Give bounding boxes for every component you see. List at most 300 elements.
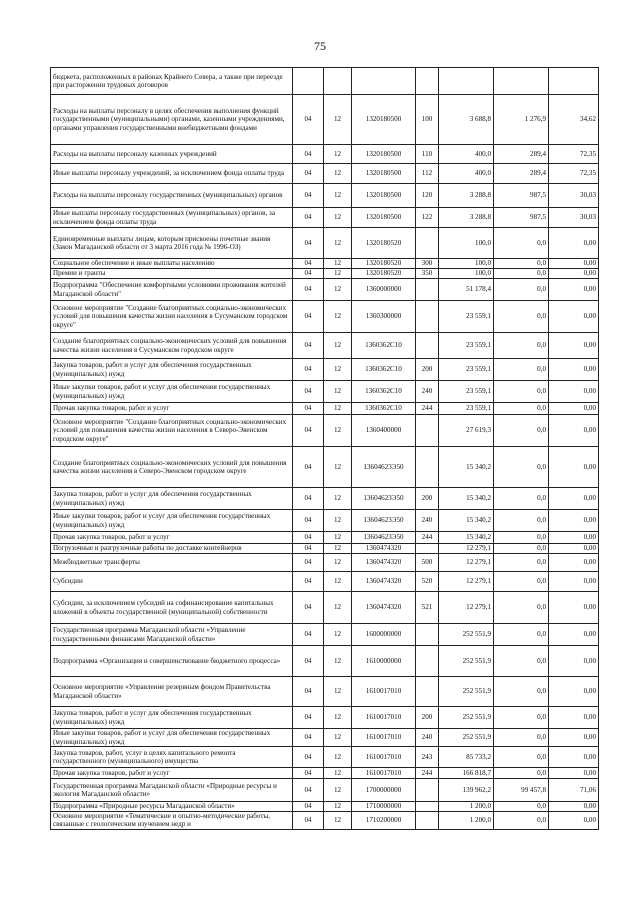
cell-vr bbox=[416, 447, 439, 488]
table-row bbox=[51, 747, 599, 768]
cell-name: Расходы на выплаты персоналу государственных (муниципальных) органов bbox=[51, 184, 293, 208]
cell-planned: 23 559,1 bbox=[439, 359, 494, 381]
cell-razdel: 12 bbox=[324, 510, 352, 532]
cell-razdel: 12 bbox=[324, 381, 352, 403]
cell-ved: 04 bbox=[293, 95, 324, 145]
cell-name: Погрузочные и разгрузочные работы по доставке контейнеров bbox=[51, 544, 293, 554]
table-row bbox=[51, 259, 599, 269]
cell-csr: 1610017010 bbox=[352, 707, 416, 729]
cell-ved: 04 bbox=[293, 301, 324, 333]
cell-planned: 27 619,3 bbox=[439, 415, 494, 447]
table-row bbox=[51, 488, 599, 510]
cell-razdel: 12 bbox=[324, 646, 352, 677]
cell-percent: 0,00 bbox=[549, 381, 599, 403]
cell-planned: 12 279,1 bbox=[439, 554, 494, 572]
cell-razdel: 12 bbox=[324, 415, 352, 447]
cell-vr: 240 bbox=[416, 729, 439, 747]
cell-name: Расходы на выплаты персоналу в целях обеспечения выполнения функций государственными (муниципальными) органами, казенными учреждениями, органами управления государственными внебюджетными фондами bbox=[51, 95, 293, 145]
cell-name: Межбюджетные трансферты bbox=[51, 554, 293, 572]
cell-planned: 139 962,2 bbox=[439, 779, 494, 802]
cell-name: Субсидии bbox=[51, 572, 293, 592]
cell-ved: 04 bbox=[293, 802, 324, 812]
cell-ved: 04 bbox=[293, 812, 324, 830]
cell-name: Социальное обеспечение и иные выплаты населению bbox=[51, 259, 293, 269]
cell-ved bbox=[293, 68, 324, 95]
cell-planned: 100,0 bbox=[439, 259, 494, 269]
cell-percent: 30,03 bbox=[549, 208, 599, 228]
cell-planned: 15 340,2 bbox=[439, 447, 494, 488]
cell-ved: 04 bbox=[293, 447, 324, 488]
table-row bbox=[51, 228, 599, 259]
cell-razdel: 12 bbox=[324, 779, 352, 802]
cell-actual: 99 457,8 bbox=[494, 779, 549, 802]
cell-percent: 0,00 bbox=[549, 359, 599, 381]
cell-csr: 1610017010 bbox=[352, 729, 416, 747]
cell-actual: 987,5 bbox=[494, 184, 549, 208]
cell-vr: 244 bbox=[416, 532, 439, 544]
cell-csr: 1320180520 bbox=[352, 269, 416, 279]
table-body bbox=[51, 68, 599, 830]
cell-actual: 0,0 bbox=[494, 624, 549, 646]
cell-ved: 04 bbox=[293, 707, 324, 729]
cell-name: Иные выплаты персоналу учреждений, за исключением фонда оплаты труда bbox=[51, 164, 293, 184]
cell-csr: 1320180520 bbox=[352, 259, 416, 269]
cell-actual: 0,0 bbox=[494, 415, 549, 447]
cell-percent: 0,00 bbox=[549, 269, 599, 279]
cell-ved: 04 bbox=[293, 228, 324, 259]
cell-name: Основное мероприятие «Тематические и опытно-методические работы, связанные с геологическим изучением недр и bbox=[51, 812, 293, 830]
cell-vr: 240 bbox=[416, 381, 439, 403]
cell-vr bbox=[416, 544, 439, 554]
cell-planned: 400,0 bbox=[439, 164, 494, 184]
cell-planned: 12 279,1 bbox=[439, 592, 494, 624]
cell-razdel: 12 bbox=[324, 403, 352, 415]
table-row bbox=[51, 301, 599, 333]
table-row bbox=[51, 403, 599, 415]
cell-percent: 0,00 bbox=[549, 677, 599, 707]
cell-percent: 0,00 bbox=[549, 768, 599, 779]
cell-vr: 500 bbox=[416, 554, 439, 572]
table-row bbox=[51, 592, 599, 624]
cell-planned: 252 551,9 bbox=[439, 729, 494, 747]
cell-csr: 1320180500 bbox=[352, 145, 416, 164]
cell-vr: 122 bbox=[416, 208, 439, 228]
cell-name: Единовременные выплаты лицам, которым присвоены почетные звания (Закон Магаданской области от 3 марта 2016 года № 1996-ОЗ) bbox=[51, 228, 293, 259]
cell-name: Расходы на выплаты персоналу казенных учреждений bbox=[51, 145, 293, 164]
cell-percent: 0,00 bbox=[549, 812, 599, 830]
cell-ved: 04 bbox=[293, 259, 324, 269]
cell-planned: 12 279,1 bbox=[439, 544, 494, 554]
cell-razdel: 12 bbox=[324, 228, 352, 259]
cell-vr bbox=[416, 279, 439, 301]
cell-percent: 0,00 bbox=[549, 279, 599, 301]
cell-razdel: 12 bbox=[324, 488, 352, 510]
cell-actual: 289,4 bbox=[494, 145, 549, 164]
cell-csr: 1700000000 bbox=[352, 779, 416, 802]
table-row bbox=[51, 646, 599, 677]
cell-percent: 0,00 bbox=[549, 802, 599, 812]
table-row bbox=[51, 802, 599, 812]
cell-csr: 1320180500 bbox=[352, 184, 416, 208]
cell-razdel: 12 bbox=[324, 359, 352, 381]
cell-planned: 85 733,2 bbox=[439, 747, 494, 768]
table-row bbox=[51, 164, 599, 184]
cell-name: Прочая закупка товаров, работ и услуг bbox=[51, 532, 293, 544]
cell-planned: 1 200,0 bbox=[439, 802, 494, 812]
cell-actual: 0,0 bbox=[494, 488, 549, 510]
table-row bbox=[51, 333, 599, 359]
cell-ved: 04 bbox=[293, 208, 324, 228]
cell-actual: 0,0 bbox=[494, 279, 549, 301]
table-row bbox=[51, 68, 599, 95]
cell-razdel: 12 bbox=[324, 447, 352, 488]
cell-razdel: 12 bbox=[324, 592, 352, 624]
cell-ved: 04 bbox=[293, 164, 324, 184]
cell-csr: 1360362С10 bbox=[352, 381, 416, 403]
table-row bbox=[51, 707, 599, 729]
cell-razdel bbox=[324, 68, 352, 95]
cell-percent: 0,00 bbox=[549, 729, 599, 747]
cell-csr: 1710000000 bbox=[352, 802, 416, 812]
cell-ved: 04 bbox=[293, 510, 324, 532]
cell-vr bbox=[416, 301, 439, 333]
cell-ved: 04 bbox=[293, 729, 324, 747]
cell-planned: 252 551,9 bbox=[439, 646, 494, 677]
cell-vr: 520 bbox=[416, 572, 439, 592]
cell-razdel: 12 bbox=[324, 95, 352, 145]
cell-actual: 0,0 bbox=[494, 259, 549, 269]
cell-ved: 04 bbox=[293, 646, 324, 677]
table-row bbox=[51, 415, 599, 447]
cell-actual: 0,0 bbox=[494, 301, 549, 333]
cell-ved: 04 bbox=[293, 624, 324, 646]
table-row bbox=[51, 532, 599, 544]
cell-razdel: 12 bbox=[324, 208, 352, 228]
cell-csr: 1610017010 bbox=[352, 768, 416, 779]
cell-razdel: 12 bbox=[324, 572, 352, 592]
cell-actual: 0,0 bbox=[494, 510, 549, 532]
cell-name: Создание благоприятных социально-экономических условий для повышения качества жизни населения в Северо-Эвенском городском округе bbox=[51, 447, 293, 488]
cell-csr: 13604623Э50 bbox=[352, 532, 416, 544]
cell-percent: 72,35 bbox=[549, 164, 599, 184]
cell-name: Закупка товаров, работ и услуг для обеспечения государственных (муниципальных) нужд bbox=[51, 488, 293, 510]
cell-name: Основное мероприятие "Создание благоприятных социально-экономических условий для повышения качества жизни населения в Сусуманском городском округе" bbox=[51, 301, 293, 333]
cell-name: Прочая закупка товаров, работ и услуг bbox=[51, 768, 293, 779]
cell-actual: 0,0 bbox=[494, 592, 549, 624]
table-row bbox=[51, 572, 599, 592]
cell-name: Иные закупки товаров, работ и услуг для обеспечения государственных (муниципальных) нужд bbox=[51, 510, 293, 532]
cell-ved: 04 bbox=[293, 359, 324, 381]
cell-actual: 0,0 bbox=[494, 228, 549, 259]
cell-razdel: 12 bbox=[324, 301, 352, 333]
cell-percent: 0,00 bbox=[549, 544, 599, 554]
cell-percent: 0,00 bbox=[549, 707, 599, 729]
cell-planned: 252 551,9 bbox=[439, 624, 494, 646]
cell-vr bbox=[416, 228, 439, 259]
cell-actual: 0,0 bbox=[494, 707, 549, 729]
cell-razdel: 12 bbox=[324, 554, 352, 572]
cell-actual: 0,0 bbox=[494, 333, 549, 359]
cell-percent: 0,00 bbox=[549, 572, 599, 592]
cell-csr: 1360362С10 bbox=[352, 403, 416, 415]
cell-csr: 1360474320 bbox=[352, 592, 416, 624]
table-row bbox=[51, 95, 599, 145]
cell-csr: 1710200000 bbox=[352, 812, 416, 830]
cell-name: Прочая закупка товаров, работ и услуг bbox=[51, 403, 293, 415]
cell-name: Иные закупки товаров, работ и услуг для обеспечения государственных (муниципальных) нужд bbox=[51, 729, 293, 747]
table-row bbox=[51, 279, 599, 301]
cell-razdel: 12 bbox=[324, 164, 352, 184]
cell-planned: 400,0 bbox=[439, 145, 494, 164]
cell-vr bbox=[416, 646, 439, 677]
cell-percent: 34,62 bbox=[549, 95, 599, 145]
cell-vr: 200 bbox=[416, 707, 439, 729]
cell-vr bbox=[416, 333, 439, 359]
cell-actual: 0,0 bbox=[494, 768, 549, 779]
table-row bbox=[51, 510, 599, 532]
cell-razdel: 12 bbox=[324, 269, 352, 279]
table-row bbox=[51, 544, 599, 554]
cell-planned: 15 340,2 bbox=[439, 532, 494, 544]
cell-percent: 0,00 bbox=[549, 510, 599, 532]
cell-ved: 04 bbox=[293, 592, 324, 624]
cell-razdel: 12 bbox=[324, 333, 352, 359]
cell-csr: 1320180500 bbox=[352, 164, 416, 184]
cell-percent: 0,00 bbox=[549, 554, 599, 572]
cell-planned: 252 551,9 bbox=[439, 677, 494, 707]
table-row bbox=[51, 812, 599, 830]
cell-name: Подпрограмма «Природные ресурсы Магаданской области» bbox=[51, 802, 293, 812]
cell-actual: 0,0 bbox=[494, 554, 549, 572]
cell-name: Закупка товаров, работ и услуг для обеспечения государственных (муниципальных) нужд bbox=[51, 359, 293, 381]
cell-percent: 0,00 bbox=[549, 624, 599, 646]
cell-name: Иные выплаты персоналу государственных (муниципальных) органов, за исключением фонда оплаты труда bbox=[51, 208, 293, 228]
cell-actual bbox=[494, 68, 549, 95]
cell-planned: 23 559,1 bbox=[439, 333, 494, 359]
cell-csr: 13604623Э50 bbox=[352, 510, 416, 532]
cell-percent: 0,00 bbox=[549, 333, 599, 359]
cell-csr: 1360300000 bbox=[352, 301, 416, 333]
cell-vr: 244 bbox=[416, 768, 439, 779]
cell-actual: 0,0 bbox=[494, 646, 549, 677]
cell-ved: 04 bbox=[293, 779, 324, 802]
cell-vr bbox=[416, 779, 439, 802]
cell-actual: 0,0 bbox=[494, 812, 549, 830]
cell-percent: 0,00 bbox=[549, 259, 599, 269]
cell-vr: 100 bbox=[416, 95, 439, 145]
cell-percent: 0,00 bbox=[549, 301, 599, 333]
cell-razdel: 12 bbox=[324, 677, 352, 707]
cell-actual: 0,0 bbox=[494, 381, 549, 403]
table-row bbox=[51, 729, 599, 747]
cell-name: Государственная программа Магаданской области «Природные ресурсы и экология Магаданской области» bbox=[51, 779, 293, 802]
cell-razdel: 12 bbox=[324, 812, 352, 830]
cell-razdel: 12 bbox=[324, 532, 352, 544]
cell-csr: 13604623Э50 bbox=[352, 447, 416, 488]
cell-percent: 0,00 bbox=[549, 592, 599, 624]
cell-vr: 110 bbox=[416, 145, 439, 164]
cell-name: Подпрограмма "Обеспечение комфортными условиями проживания жителей Магаданской области" bbox=[51, 279, 293, 301]
cell-planned: 23 559,1 bbox=[439, 301, 494, 333]
cell-ved: 04 bbox=[293, 747, 324, 768]
cell-name: Закупка товаров, работ, услуг в целях капитального ремонта государственного (муниципального) имущества bbox=[51, 747, 293, 768]
table-row bbox=[51, 554, 599, 572]
table-row bbox=[51, 677, 599, 707]
cell-name: Закупка товаров, работ и услуг для обеспечения государственных (муниципальных) нужд bbox=[51, 707, 293, 729]
cell-ved: 04 bbox=[293, 333, 324, 359]
cell-ved: 04 bbox=[293, 381, 324, 403]
cell-csr: 1320180500 bbox=[352, 95, 416, 145]
cell-vr: 521 bbox=[416, 592, 439, 624]
cell-planned: 3 288,8 bbox=[439, 184, 494, 208]
cell-csr: 1360474320 bbox=[352, 554, 416, 572]
cell-vr: 350 bbox=[416, 269, 439, 279]
cell-vr bbox=[416, 677, 439, 707]
cell-actual: 0,0 bbox=[494, 532, 549, 544]
cell-ved: 04 bbox=[293, 145, 324, 164]
cell-razdel: 12 bbox=[324, 145, 352, 164]
cell-planned: 3 688,8 bbox=[439, 95, 494, 145]
cell-csr: 1360474320 bbox=[352, 572, 416, 592]
cell-ved: 04 bbox=[293, 403, 324, 415]
cell-ved: 04 bbox=[293, 269, 324, 279]
cell-planned: 23 559,1 bbox=[439, 381, 494, 403]
cell-actual: 987,5 bbox=[494, 208, 549, 228]
cell-vr: 300 bbox=[416, 259, 439, 269]
cell-planned: 15 340,2 bbox=[439, 510, 494, 532]
cell-razdel: 12 bbox=[324, 729, 352, 747]
cell-ved: 04 bbox=[293, 415, 324, 447]
cell-percent: 71,06 bbox=[549, 779, 599, 802]
cell-vr bbox=[416, 68, 439, 95]
cell-ved: 04 bbox=[293, 544, 324, 554]
cell-vr bbox=[416, 624, 439, 646]
cell-csr: 1610017010 bbox=[352, 677, 416, 707]
cell-razdel: 12 bbox=[324, 747, 352, 768]
cell-percent: 0,00 bbox=[549, 646, 599, 677]
cell-actual: 0,0 bbox=[494, 802, 549, 812]
cell-name: бюджета, расположенных в районах Крайнего Севера, а также при переезде при расторжении трудовых договоров bbox=[51, 68, 293, 95]
cell-actual: 0,0 bbox=[494, 269, 549, 279]
cell-vr: 240 bbox=[416, 510, 439, 532]
table-row bbox=[51, 381, 599, 403]
cell-csr: 1600000000 bbox=[352, 624, 416, 646]
cell-actual: 0,0 bbox=[494, 729, 549, 747]
cell-razdel: 12 bbox=[324, 544, 352, 554]
cell-planned: 166 818,7 bbox=[439, 768, 494, 779]
cell-vr bbox=[416, 415, 439, 447]
cell-planned: 252 551,9 bbox=[439, 707, 494, 729]
cell-vr: 120 bbox=[416, 184, 439, 208]
cell-csr: 1360000000 bbox=[352, 279, 416, 301]
cell-planned: 15 340,2 bbox=[439, 488, 494, 510]
cell-ved: 04 bbox=[293, 488, 324, 510]
cell-actual: 0,0 bbox=[494, 544, 549, 554]
cell-actual: 0,0 bbox=[494, 447, 549, 488]
cell-percent: 30,03 bbox=[549, 184, 599, 208]
cell-vr bbox=[416, 812, 439, 830]
cell-csr: 13604623Э50 bbox=[352, 488, 416, 510]
cell-name: Основное мероприятие «Управление резервным фондом Правительства Магаданской области» bbox=[51, 677, 293, 707]
cell-percent: 0,00 bbox=[549, 403, 599, 415]
cell-ved: 04 bbox=[293, 572, 324, 592]
cell-planned bbox=[439, 68, 494, 95]
cell-ved: 04 bbox=[293, 677, 324, 707]
table-row bbox=[51, 447, 599, 488]
cell-percent: 0,00 bbox=[549, 747, 599, 768]
cell-name: Премии и гранты bbox=[51, 269, 293, 279]
cell-planned: 23 559,1 bbox=[439, 403, 494, 415]
cell-vr: 200 bbox=[416, 488, 439, 510]
cell-ved: 04 bbox=[293, 554, 324, 572]
table-row bbox=[51, 145, 599, 164]
cell-actual: 0,0 bbox=[494, 572, 549, 592]
cell-vr bbox=[416, 802, 439, 812]
cell-razdel: 12 bbox=[324, 184, 352, 208]
cell-name: Создание благоприятных социально-экономических условий для повышения качества жизни населения в Сусуманском городском округе bbox=[51, 333, 293, 359]
cell-vr: 112 bbox=[416, 164, 439, 184]
cell-planned: 51 178,4 bbox=[439, 279, 494, 301]
cell-planned: 100,0 bbox=[439, 228, 494, 259]
cell-actual: 289,4 bbox=[494, 164, 549, 184]
cell-planned: 100,0 bbox=[439, 269, 494, 279]
cell-csr: 1320180520 bbox=[352, 228, 416, 259]
cell-planned: 12 279,1 bbox=[439, 572, 494, 592]
cell-percent: 0,00 bbox=[549, 447, 599, 488]
budget-table bbox=[50, 67, 599, 830]
cell-name: Субсидии, за исключением субсидий на софинансирование капитальных вложений в объекты государственной (муниципальной) собственности bbox=[51, 592, 293, 624]
cell-csr: 1360362С10 bbox=[352, 359, 416, 381]
cell-actual: 0,0 bbox=[494, 359, 549, 381]
cell-actual: 1 276,9 bbox=[494, 95, 549, 145]
page-number: 75 bbox=[314, 39, 326, 53]
cell-vr: 243 bbox=[416, 747, 439, 768]
cell-name: Подпрограмма «Организация и совершенствование бюджетного процесса» bbox=[51, 646, 293, 677]
cell-ved: 04 bbox=[293, 532, 324, 544]
cell-planned: 3 288,8 bbox=[439, 208, 494, 228]
cell-csr: 1320180500 bbox=[352, 208, 416, 228]
table-row bbox=[51, 768, 599, 779]
cell-razdel: 12 bbox=[324, 707, 352, 729]
cell-percent: 72,35 bbox=[549, 145, 599, 164]
cell-ved: 04 bbox=[293, 768, 324, 779]
cell-name: Иные закупки товаров, работ и услуг для обеспечения государственных (муниципальных) нужд bbox=[51, 381, 293, 403]
cell-percent bbox=[549, 68, 599, 95]
cell-percent: 0,00 bbox=[549, 415, 599, 447]
table-row bbox=[51, 359, 599, 381]
cell-csr: 1360400000 bbox=[352, 415, 416, 447]
cell-percent: 0,00 bbox=[549, 532, 599, 544]
cell-ved: 04 bbox=[293, 184, 324, 208]
cell-actual: 0,0 bbox=[494, 677, 549, 707]
cell-percent: 0,00 bbox=[549, 228, 599, 259]
cell-razdel: 12 bbox=[324, 279, 352, 301]
cell-razdel: 12 bbox=[324, 768, 352, 779]
cell-csr bbox=[352, 68, 416, 95]
cell-csr: 1610000000 bbox=[352, 646, 416, 677]
table-row bbox=[51, 779, 599, 802]
cell-razdel: 12 bbox=[324, 802, 352, 812]
cell-name: Государственная программа Магаданской области «Управление государственными финансами Магаданской области» bbox=[51, 624, 293, 646]
cell-actual: 0,0 bbox=[494, 403, 549, 415]
cell-ved: 04 bbox=[293, 279, 324, 301]
table-row bbox=[51, 624, 599, 646]
cell-name: Основное мероприятие "Создание благоприятных социально-экономических условий для повышения качества жизни населения в Северо-Эвенском городском округе" bbox=[51, 415, 293, 447]
cell-razdel: 12 bbox=[324, 624, 352, 646]
table-row bbox=[51, 269, 599, 279]
table-row bbox=[51, 184, 599, 208]
cell-csr: 1360474320 bbox=[352, 544, 416, 554]
